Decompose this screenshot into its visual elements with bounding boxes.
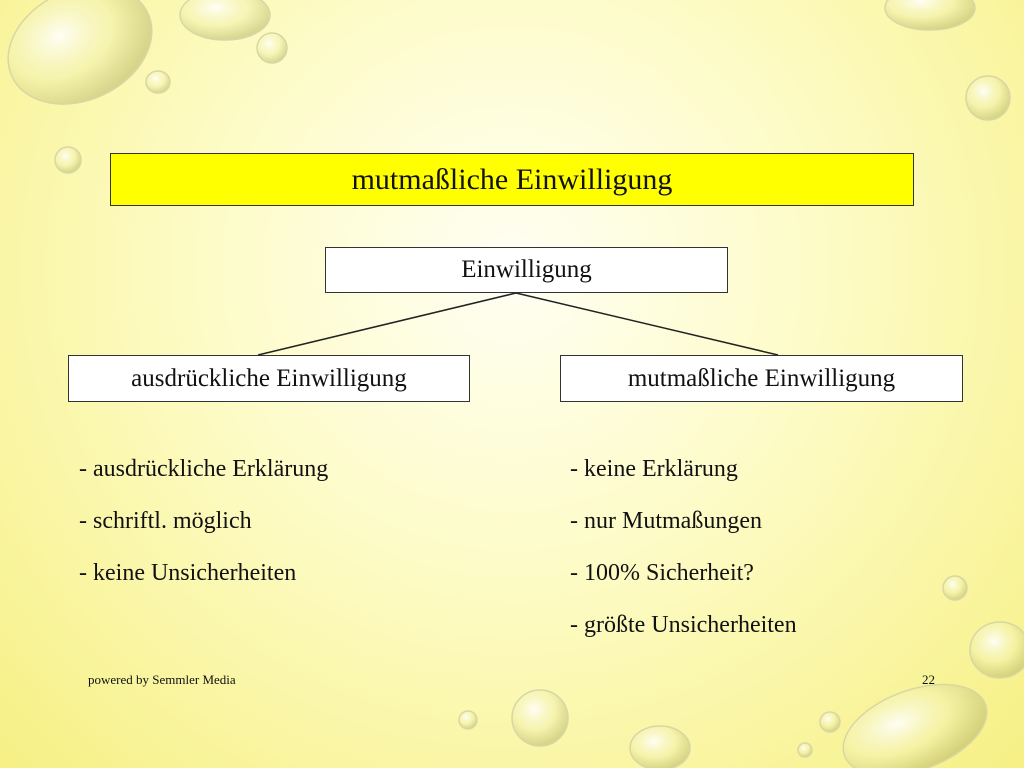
page-title: mutmaßliche Einwilligung <box>351 162 673 196</box>
right-node-label: mutmaßliche Einwilligung <box>627 364 896 392</box>
left-bullet-list <box>79 454 328 610</box>
footer-credit: powered by Semmler Media <box>88 672 236 687</box>
list-item: - keine Erklärung <box>570 456 738 482</box>
connector-right <box>516 293 778 355</box>
left-node-label: ausdrückliche Einwilligung <box>131 364 407 392</box>
right-bullet-list <box>570 454 797 662</box>
right-node <box>560 355 963 402</box>
connector-left <box>258 293 516 355</box>
left-node <box>68 355 470 402</box>
root-node <box>325 247 728 293</box>
list-item: - nur Mutmaßungen <box>570 508 762 534</box>
title-box <box>110 153 914 206</box>
list-item: - schriftl. möglich <box>79 508 252 534</box>
list-item: - größte Unsicherheiten <box>570 612 797 638</box>
list-item: - ausdrückliche Erklärung <box>79 456 329 482</box>
root-node-label: Einwilligung <box>461 256 592 283</box>
page-number: 22 <box>922 672 935 687</box>
list-item: - 100% Sicherheit? <box>570 560 754 586</box>
list-item: - keine Unsicherheiten <box>79 560 297 586</box>
